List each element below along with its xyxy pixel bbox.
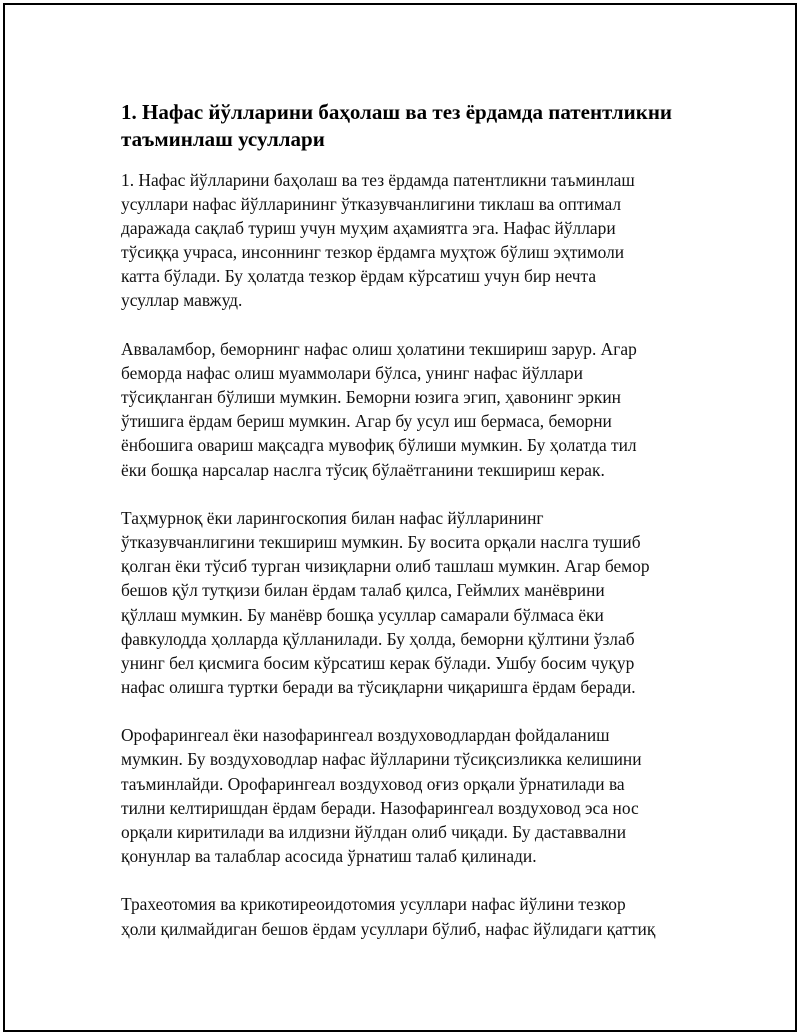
page-frame	[3, 3, 797, 1032]
text-line: орқали киритилади ва илдизни йўлдан олиб чиқади. Бу даставвални	[121, 821, 627, 842]
text-line: ёнбошига овариш мақсадга мувофиқ бўлиши мумкин. Бу ҳолатда тил	[121, 435, 637, 456]
paragraph-2	[121, 337, 701, 482]
text-line: 1. Нафас йўлларини баҳолаш ва тез ёрдамда патентликни таъминлаш	[121, 170, 635, 190]
text-line: тилни келтиришдан ёрдам беради. Назофарингеал воздуховод эса нос	[121, 797, 639, 818]
paragraph-3	[121, 506, 701, 699]
text-line: фавкулодда ҳолларда қўлланилади. Бу ҳолда, беморни қўлтини ўзлаб	[121, 628, 635, 649]
text-line: ёки бошқа нарсалар наслга тўсиқ бўлаётганини текшириш керак.	[121, 459, 605, 480]
text-line: қўллаш мумкин. Бу манёвр бошқа усуллар самарали бўлмаса ёки	[121, 604, 604, 625]
text-line: қолган ёки тўсиб турган чизиқларни олиб ташлаш мумкин. Агар бемор	[121, 556, 650, 577]
text-line: мумкин. Бу воздуховодлар нафас йўлларини тўсиқсизликка келишини	[121, 749, 642, 770]
paragraph-1	[121, 168, 701, 313]
heading-line: 1. Нафас йўлларини баҳолаш ва тез ёрдамда патентликни	[121, 100, 673, 124]
text-line: унинг бел қисмига босим кўрсатиш керак бўлади. Ушбу босим чуқур	[121, 652, 635, 673]
text-line: усуллар мавжуд.	[121, 290, 243, 311]
text-line: ўтишига ёрдам бериш мумкин. Агар бу усул иш бермаса, беморни	[121, 411, 612, 432]
text-line: Орофарингеал ёки назофарингеал воздуховодлардан фойдаланиш	[121, 725, 610, 746]
text-line: қонунлар ва талаблар асосида ўрнатиш талаб қилинади.	[121, 845, 537, 866]
text-line: беморда нафас олиш муаммолари бўлса, унинг нафас йўллари	[121, 363, 583, 384]
text-line: катта бўлади. Бу ҳолатда тезкор ёрдам кўрсатиш учун бир нечта	[121, 266, 597, 287]
text-line: нафас олишга туртки беради ва тўсиқларни чиқаришга ёрдам беради.	[121, 676, 636, 697]
text-line: тўсиқланган бўлиши мумкин. Беморни юзига эгип, ҳавонинг эркин	[121, 387, 621, 408]
text-line: ҳоли қилмайдиган бешов ёрдам усуллари бўлиб, нафас йўлидаги қаттиқ	[121, 918, 656, 939]
text-line: тўсиққа учраса, инсоннинг тезкор ёрдамга муҳтож бўлиш эҳтимоли	[121, 242, 625, 263]
text-line: усуллари нафас йўлларининг ўтказувчанлигини тиклаш ва оптимал	[121, 194, 622, 215]
text-line: таъминлайди. Орофарингеал воздуховод оғиз орқали ўрнатилади ва	[121, 773, 625, 794]
document-body	[121, 99, 701, 965]
paragraph-4	[121, 723, 701, 868]
paragraph-5	[121, 892, 701, 940]
text-line: Авваламбор, беморнинг нафас олиш ҳолатини текшириш зарур. Агар	[121, 339, 637, 360]
text-line: Трахеотомия ва крикотиреоидотомия усуллари нафас йўлини тезкор	[121, 894, 626, 915]
text-line: Таҳмурноқ ёки ларингоскопия билан нафас йўлларининг	[121, 508, 544, 529]
text-line: ўтказувчанлигини текшириш мумкин. Бу восита орқали наслга тушиб	[121, 532, 641, 553]
heading-line: таъминлаш усуллари	[121, 127, 325, 151]
text-line: даражада сақлаб туриш учун муҳим аҳамиятга эга. Нафас йўллари	[121, 218, 616, 239]
document-heading	[121, 99, 701, 153]
text-line: бешов қўл тутқизи билан ёрдам талаб қилса, Геймлих манёврини	[121, 580, 605, 601]
